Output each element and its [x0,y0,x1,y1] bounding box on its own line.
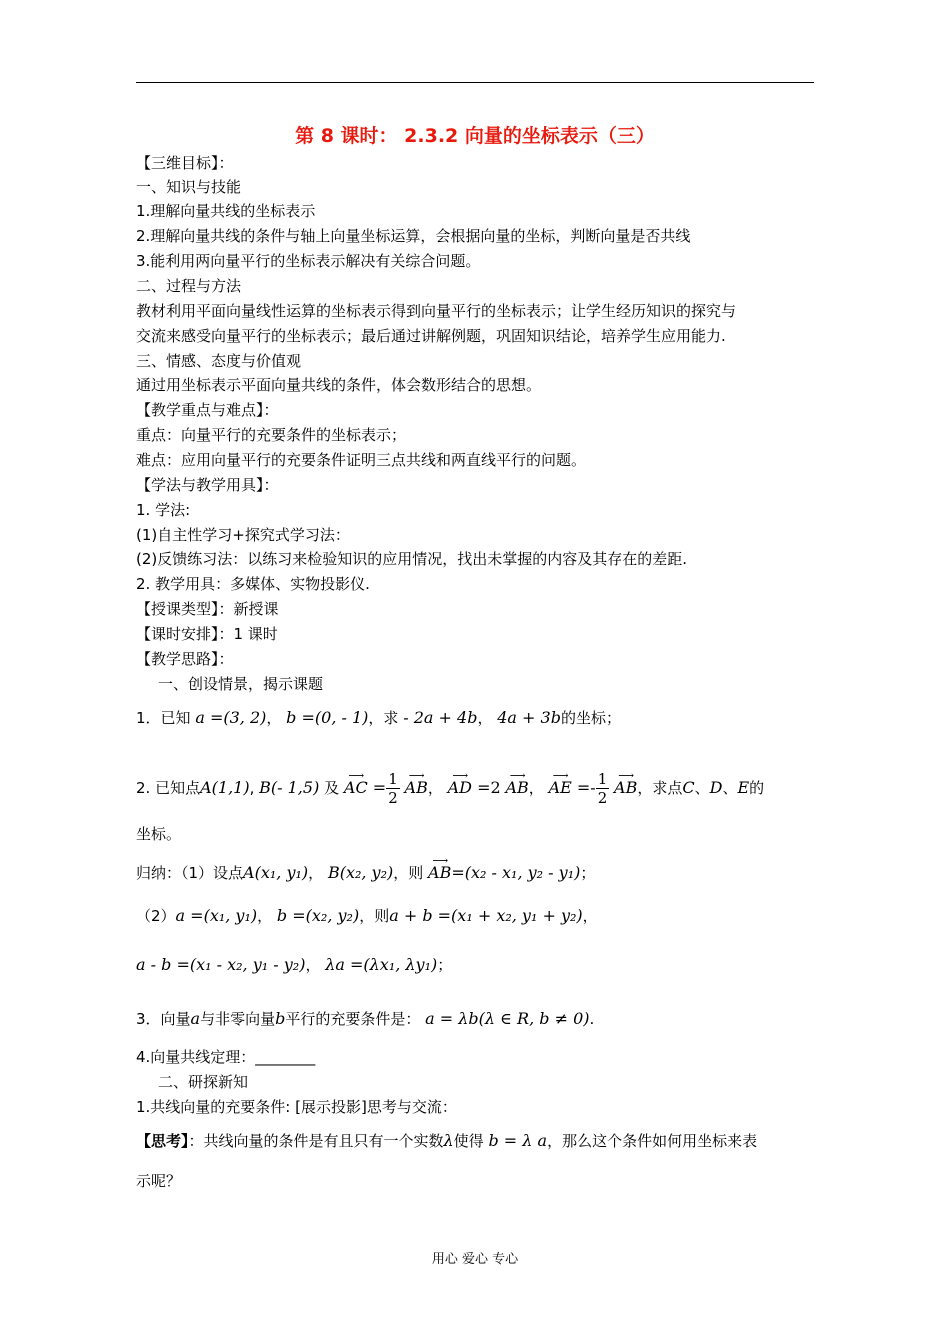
q3-prefix: 3．向量 [136,1010,191,1028]
section-heading: 二、研探新知 [158,1073,249,1091]
key-heading: 【教学重点与难点】： [136,401,279,419]
summary-1: 归纳：（1）设点A(x₁, y₁)， B(x₂, y₂)，则 ⟶ AB=(x₂ - x₁, y₂ - y₁)； [136,862,595,884]
lesson-time: 【课时安排】：1 课时 [136,625,278,643]
summary-b: B(x₂, y₂) [327,863,394,882]
q2-point-a: A(1,1) [200,778,250,797]
summary-a-eq: a =(x₁, y₁) [175,906,258,925]
question-4: 4.向量共线定理：________ [136,1048,316,1066]
summary-then2: ，则 [359,907,390,925]
vector-ae: ⟶ AE [549,777,572,799]
think-paragraph [136,1130,757,1152]
q2-c: C [682,778,695,797]
summary-item2: （2） [136,907,176,925]
difficult-point: 难点：应用向量平行的充要条件证明三点共线和两直线平行的问题。 [136,451,587,469]
method-item: 1. 学法: [136,501,191,519]
think-text: ，那么这个条件如何用坐标来表 [547,1132,758,1150]
think-text: 使得 [453,1132,484,1150]
emotion-heading: 三、情感、态度与价值观 [136,352,302,370]
think-label: 【思考】 [136,1132,189,1150]
q2-of: 的 [749,779,765,797]
think-lambda: λ [443,1131,454,1150]
q1-mid: ，求 [368,709,399,727]
vector-ab: ⟶ AB [505,777,528,799]
q1-expr2: 4a + 3b [497,708,561,727]
header-rule [136,82,814,83]
q2-ask: ，求点 [637,779,683,797]
summary-diff: a - b =(x₁ - x₂, y₁ - y₂) [136,955,306,974]
summary-then: ，则 [393,864,424,882]
key-point: 重点：向量平行的充要条件的坐标表示； [136,426,407,444]
q2-and: 及 [324,779,340,797]
vector-ad: ⟶ AD [448,777,472,799]
q2-d: D [709,778,723,797]
process-text: 交流来感受向量平行的坐标表示；最后通过讲解例题，巩固知识结论，培养学生应用能力. [136,327,726,345]
summary-ab-eq: =(x₂ - x₁, y₂ - y₁) [451,863,581,882]
summary-b-eq: b =(x₂, y₂) [276,906,360,925]
vector-ab: ⟶ AB [614,777,637,799]
q1-prefix: 1．已知 [136,709,191,727]
think-eq: b = λ a [488,1131,548,1150]
process-text: 教材利用平面向量线性运算的坐标表示得到向量平行的坐标表示；让学生经历知识的探究与 [136,302,737,320]
lesson-type: 【授课类型】：新授课 [136,600,279,618]
vector-ab: ⟶ AB [405,777,428,799]
question-3 [136,1008,594,1030]
q3-formula: a = λb(λ ∈ R, b ≠ 0) [425,1009,590,1028]
q1-sep: ， [266,709,282,727]
q3-mid: 与非零向量 [200,1010,276,1028]
q1-suffix: 的坐标； [560,709,621,727]
summary-scalar: λa =(λx₁, λy₁) [325,955,438,974]
q2-prefix: 2. 已知点 [136,779,201,797]
subsection-heading: 1.共线向量的充要条件: [展示投影]思考与交流： [136,1098,457,1116]
think-text: ：共线向量的条件是有且只有一个实数 [188,1132,444,1150]
vector-ab: ⟶ AB [428,862,451,884]
knowledge-heading: 一、知识与技能 [136,178,242,196]
q2-minus: - [590,778,596,797]
fraction-half: $\frac{1}{2}$ [388,770,398,807]
think-continuation: 示呢？ [136,1172,182,1190]
q3-cond: 平行的充要条件是： [285,1010,421,1028]
q1-expr1: - 2a + 4b [403,708,478,727]
page-title: 第 8 课时： 2.3.2 向量的坐标表示（三） [295,125,655,147]
q3-a: a [190,1009,201,1028]
fraction-half: $\frac{1}{2}$ [597,770,608,807]
emotion-text: 通过用坐标表示平面向量共线的条件，体会数形结合的思想。 [136,376,542,394]
summary-end: ； [580,864,596,882]
method-item: (1)自主性学习+探究式学习法： [136,526,350,544]
objectives-heading: 【三维目标】： [136,154,234,172]
q1-sep: ， [477,709,493,727]
process-heading: 二、过程与方法 [136,277,242,295]
q2-e: E [737,778,750,797]
summary-a: A(x₁, y₁) [243,863,309,882]
q2-two: 2 [490,778,501,797]
question-1 [136,707,621,729]
teaching-idea: 【教学思路】： [136,650,234,668]
knowledge-item: 2.理解向量共线的条件与轴上向量坐标运算，会根据向量的坐标，判断向量是否共线 [136,227,691,245]
q3-end: . [589,1010,595,1028]
q2-point-b: B(- 1,5) [259,778,320,797]
summary-3: a - b =(x₁ - x₂, y₁ - y₂)， λa =(λx₁, λy₁)； [136,955,453,974]
method-heading: 【学法与教学用具】： [136,476,279,494]
q2-coords: 坐标。 [136,825,182,843]
section-heading: 一、创设情景，揭示课题 [158,675,324,693]
knowledge-item: 1.理解向量共线的坐标表示 [136,202,316,220]
vector-ac: ⟶ AC [344,777,368,799]
method-item: (2)反馈练习法：以练习来检验知识的应用情况，找出未掌握的内容及其存在的差距. [136,550,688,568]
summary-sum: a + b =(x₁ + x₂, y₁ + y₂) [389,906,583,925]
q1-a-eq: a =(3, 2) [195,708,267,727]
q3-b: b [275,1009,286,1028]
page-footer: 用心 爱心 专心 [431,1252,519,1267]
summary-2: （2）a =(x₁, y₁)， b =(x₂, y₂)，则a + b =(x₁ + x₂, y₁ + y₂)， [136,906,598,925]
q1-b-eq: b =(0, - 1) [286,708,369,727]
summary-label: 归纳：（1）设点 [136,864,244,882]
question-2: 2. 已知点A(1,1), B(- 1,5) 及 ⟶ AC = $\frac{1}{2}$ ⟶ AB， ⟶ AD =2 ⟶ AB， ⟶ AE =- $\frac{1}{2}$ ⟶ AB，求点C、D、E的 [136,770,764,807]
summary-end: ； [437,956,453,974]
knowledge-item: 3.能利用两向量平行的坐标表示解决有关综合问题。 [136,252,481,270]
method-item: 2. 教学用具：多媒体、实物投影仪. [136,575,370,593]
